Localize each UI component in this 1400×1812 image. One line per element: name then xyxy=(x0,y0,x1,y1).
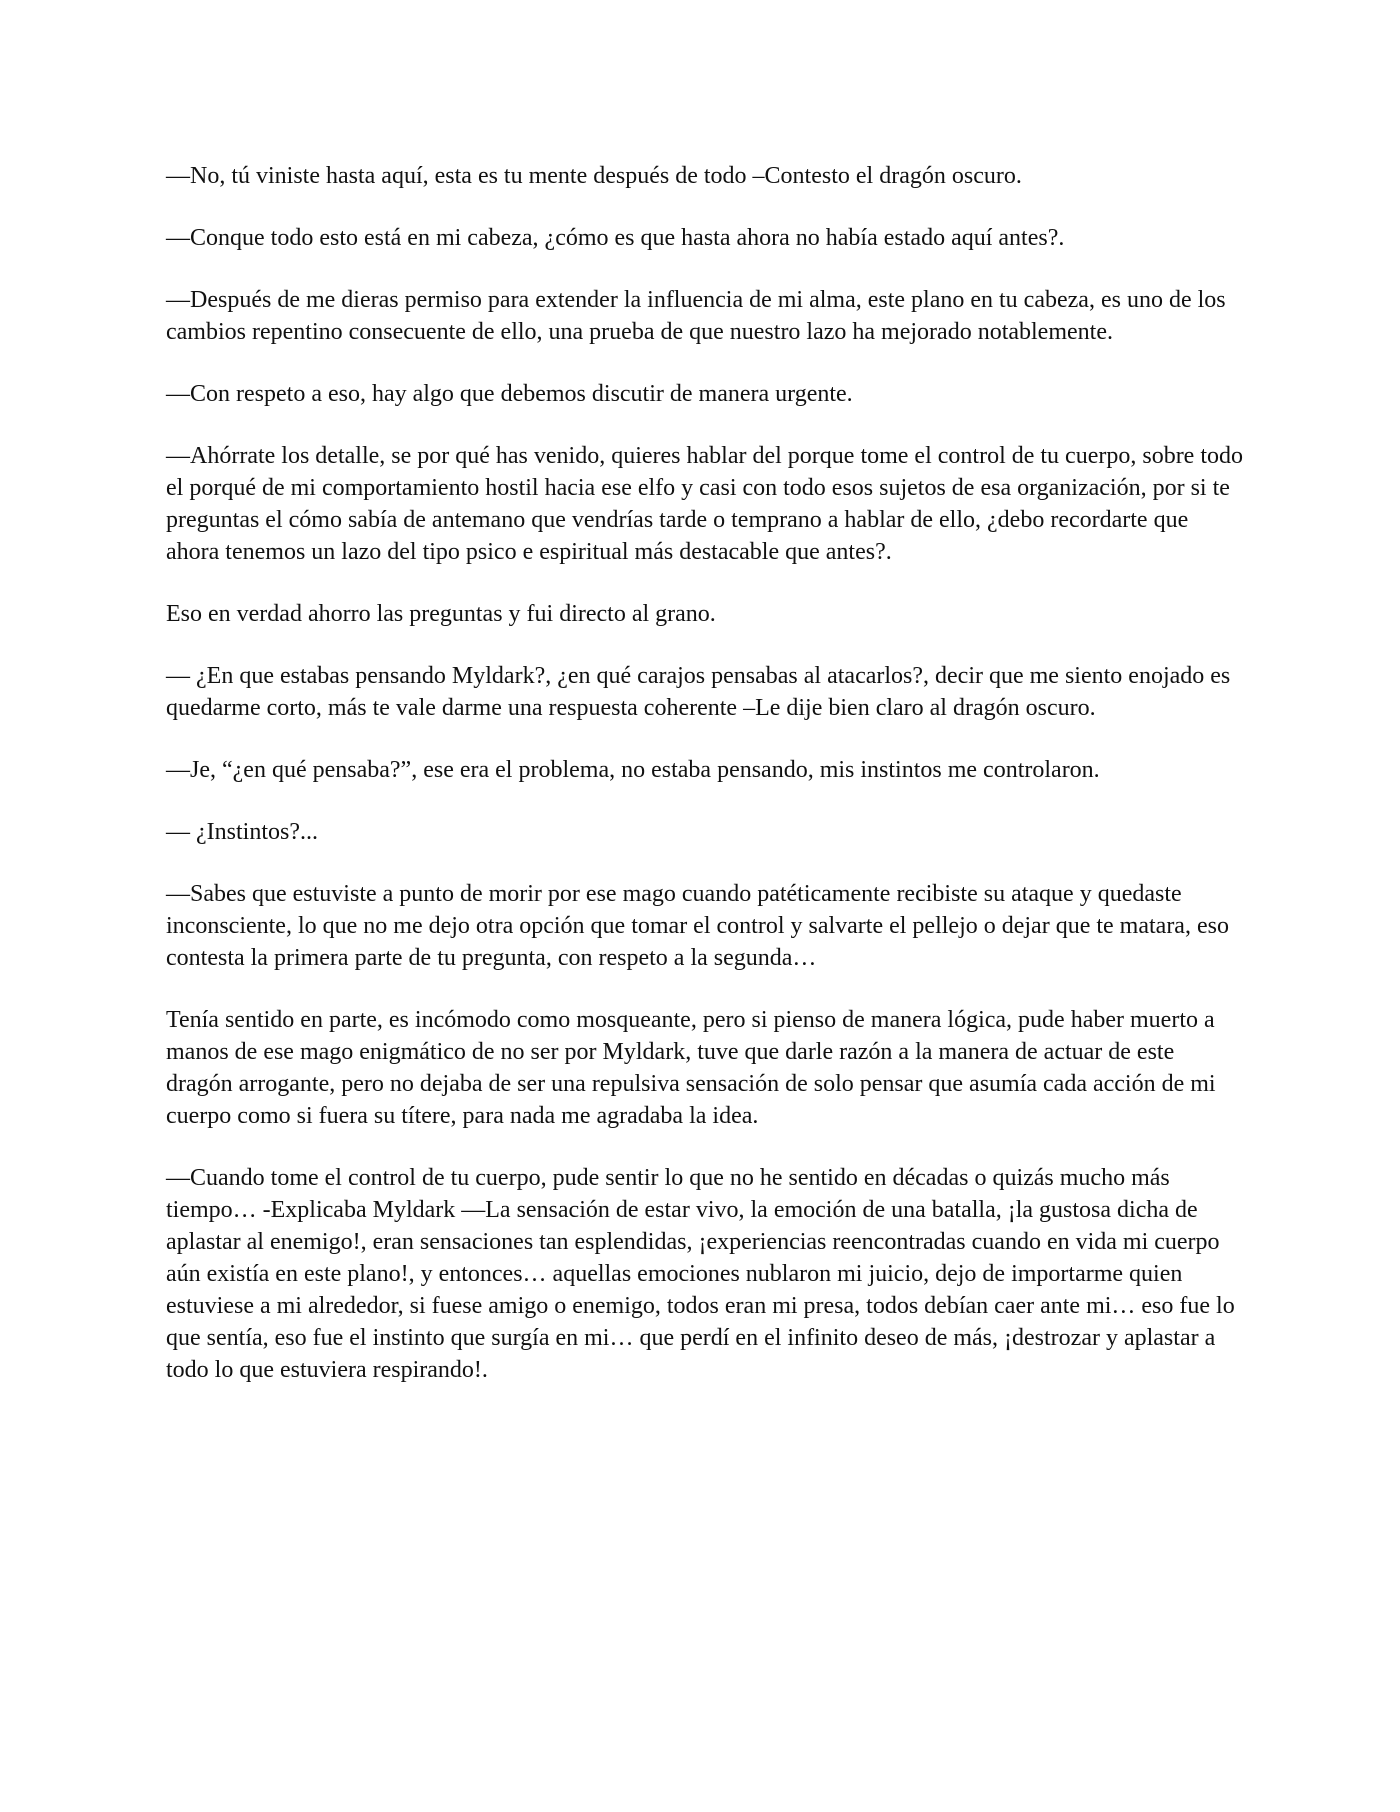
paragraph: —Conque todo esto está en mi cabeza, ¿cómo es que hasta ahora no había estado aquí antes?. xyxy=(166,225,1065,251)
paragraph: —Cuando tome el control de tu cuerpo, pude sentir lo que no he sentido en décadas o quizás mucho más tiempo… -Explicaba Myldark —La sensación de estar vivo, la emoción de una batalla, ¡la gustosa dicha de aplastar al enemigo!, eran sensaciones tan esplendidas, ¡experiencias reencontradas cuando en vida mi cuerpo aún existía en este plano!, y entonces… aquellas emociones nublaron mi juicio, dejo de importarme quien estuviese a mi alrededor, si fuese amigo o enemigo, todos eran mi presa, todos debían caer ante mi… eso fue lo que sentía, eso fue el instinto que surgía en mi… que perdí en el infinito deseo de más, ¡destrozar y aplastar a todo lo que estuviera respirando!. xyxy=(166,1165,1235,1383)
paragraph: —Sabes que estuviste a punto de morir por ese mago cuando patéticamente recibiste su ataque y quedaste inconsciente, lo que no me dejo otra opción que tomar el control y salvarte el pellejo o dejar que te matara, eso contesta la primera parte de tu pregunta, con respeto a la segunda… xyxy=(166,881,1229,971)
paragraph: —No, tú viniste hasta aquí, esta es tu mente después de todo –Contesto el dragón oscuro. xyxy=(166,163,1022,189)
paragraph: —Ahórrate los detalle, se por qué has venido, quieres hablar del porque tome el control de tu cuerpo, sobre todo el porqué de mi comportamiento hostil hacia ese elfo y casi con todo esos sujetos de esa organización, por si te preguntas el cómo sabía de antemano que vendrías tarde o temprano a hablar de ello, ¿debo recordarte que ahora tenemos un lazo del tipo psico e espiritual más destacable que antes?. xyxy=(166,443,1243,565)
paragraph: —Después de me dieras permiso para extender la influencia de mi alma, este plano en tu cabeza, es uno de los cambios repentino consecuente de ello, una prueba de que nuestro lazo ha mejorado notablemente. xyxy=(166,287,1226,345)
paragraph: —Con respeto a eso, hay algo que debemos discutir de manera urgente. xyxy=(166,381,853,407)
paragraph: — ¿Instintos?... xyxy=(166,819,318,845)
paragraph: — ¿En que estabas pensando Myldark?, ¿en qué carajos pensabas al atacarlos?, decir que me siento enojado es quedarme corto, más te vale darme una respuesta coherente –Le dije bien claro al dragón oscuro. xyxy=(166,663,1231,721)
body-text xyxy=(166,160,1246,1416)
paragraph: —Je, “¿en qué pensaba?”, ese era el problema, no estaba pensando, mis instintos me controlaron. xyxy=(166,757,1100,783)
paragraph: Eso en verdad ahorro las preguntas y fui directo al grano. xyxy=(166,601,716,627)
paragraph: Tenía sentido en parte, es incómodo como mosqueante, pero si pienso de manera lógica, pude haber muerto a manos de ese mago enigmático de no ser por Myldark, tuve que darle razón a la manera de actuar de este dragón arrogante, pero no dejaba de ser una repulsiva sensación de solo pensar que asumía cada acción de mi cuerpo como si fuera su títere, para nada me agradaba la idea. xyxy=(166,1007,1216,1129)
